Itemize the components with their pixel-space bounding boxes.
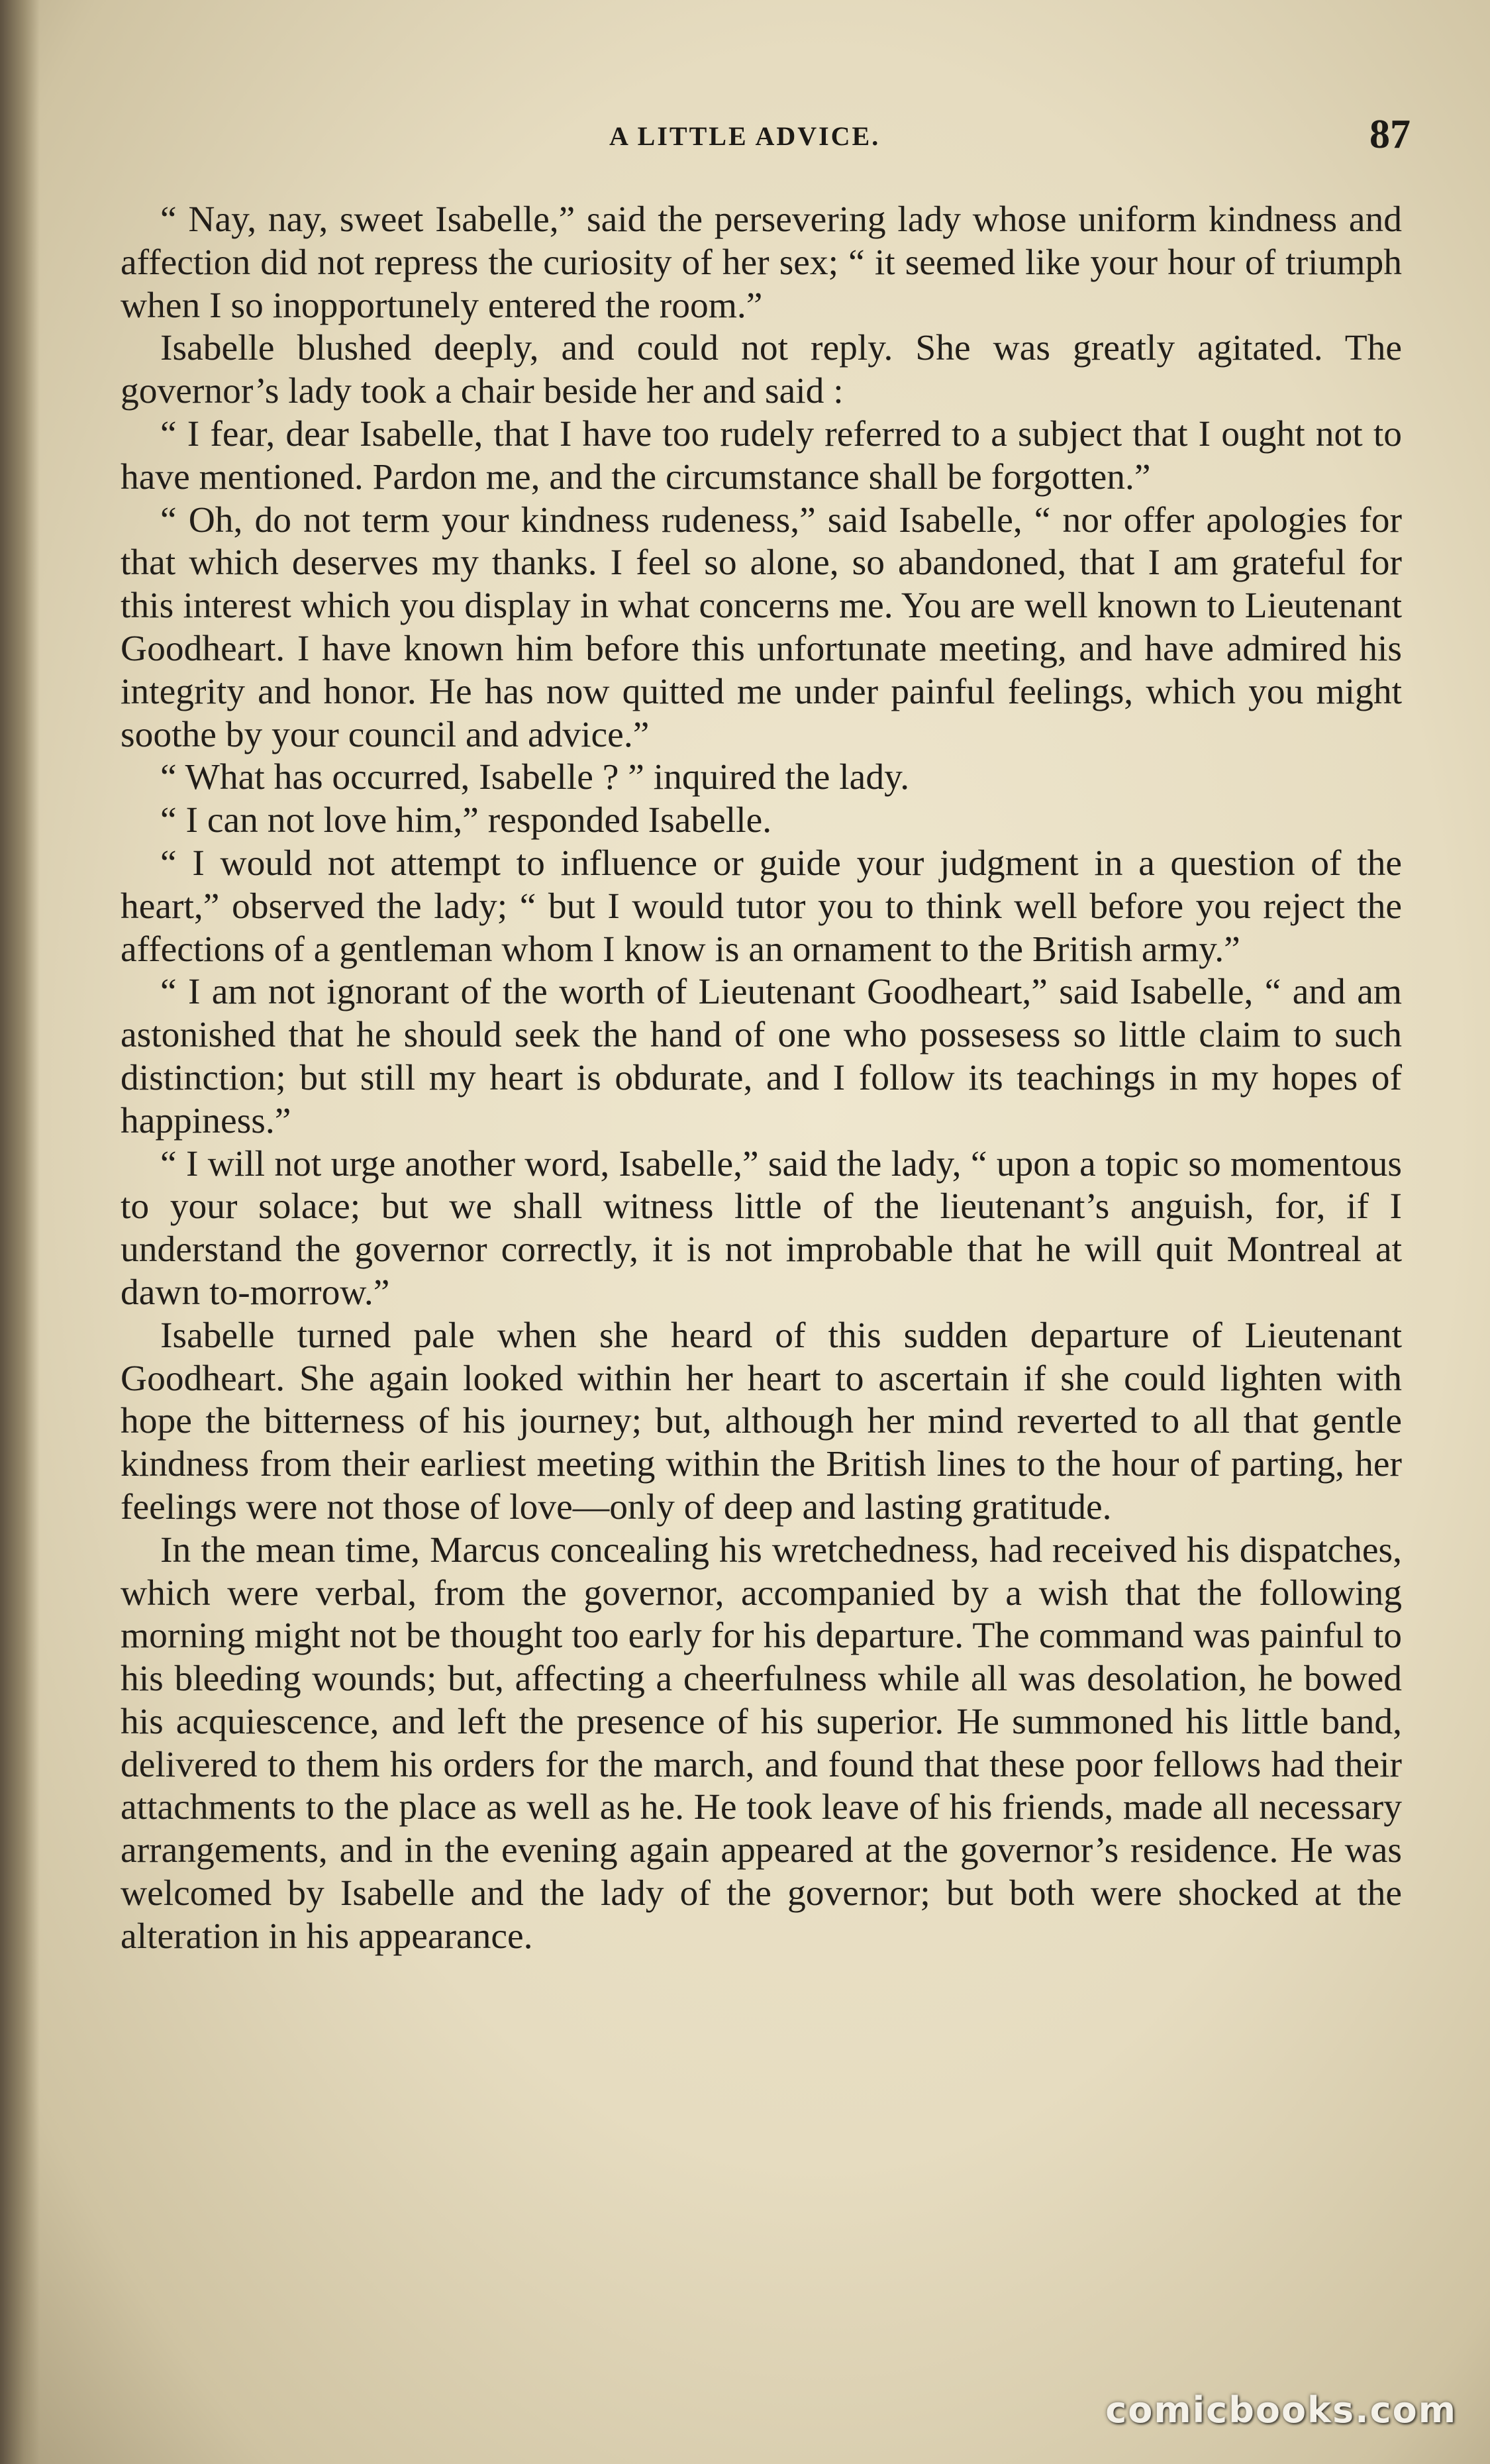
paragraph: “ I will not urge another word, Isabelle,” said the lady, “ upon a topic so momentous to your solace; but we shall witness little of the lieutenant’s anguish, for, if I understand the governor correctly, it is not improbable that he will quit Montreal at dawn to-morrow.”: [121, 1143, 1402, 1313]
running-title: A LITTLE ADVICE.: [609, 121, 881, 151]
body-text: [121, 199, 1402, 1959]
paragraph: “ I would not attempt to influence or guide your judgment in a question of the heart,” observed the lady; “ but I would tutor you to think well before you reject the affections of a gentleman whom I know is an ornament to the British army.”: [121, 843, 1402, 970]
paragraph: Isabelle turned pale when she heard of this sudden departure of Lieutenant Goodheart. She again looked within her heart to ascertain if she could lighten with hope the bitterness of his journey; but, although her mind reverted to all that gentle kindness from their earliest meeting within the British lines to the hour of parting, her feelings were not those of love—only of deep and lasting gratitude.: [121, 1315, 1402, 1527]
paragraph: “ I fear, dear Isabelle, that I have too rudely referred to a subject that I ought not to have mentioned. Pardon me, and the circumstance shall be forgotten.”: [121, 413, 1402, 497]
paragraph: “ Nay, nay, sweet Isabelle,” said the persevering lady whose uniform kindness and affection did not repress the curiosity of her sex; “ it seemed like your hour of triumph when I so inopportunely entered the room.”: [121, 199, 1402, 326]
paragraph: “ Oh, do not term your kindness rudeness,” said Isabelle, “ nor offer apologies for that which deserves my thanks. I feel so alone, so abandoned, that I am grateful for this interest which you display in what concerns me. You are well known to Lieutenant Goodheart. I have known him before this unfortunate meeting, and have admired his integrity and honor. He has now quitted me under painful feelings, which you might soothe by your council and advice.”: [121, 499, 1402, 755]
paragraph: In the mean time, Marcus concealing his wretchedness, had received his dispatches, which were verbal, from the governor, accompanied by a wish that the following morning might not be thought too early for his departure. The command was painful to his bleeding wounds; but, affecting a cheerfulness while all was desolation, he bowed his acquiescence, and left the presence of his superior. He summoned his little band, delivered to them his orders for the march, and found that these poor fellows had their attachments to the place as well as he. He took leave of his friends, made all necessary arrangements, and in the evening again appeared at the governor’s residence. He was welcomed by Isabelle and the lady of the governor; but both were shocked at the alteration in his appearance.: [121, 1529, 1402, 1957]
watermark: comicbooks.com: [1105, 2389, 1457, 2431]
page-number: 87: [1369, 112, 1411, 157]
paragraph: Isabelle blushed deeply, and could not reply. She was greatly agitated. The governor’s lady took a chair beside her and said :: [121, 328, 1402, 412]
paragraph: “ What has occurred, Isabelle ? ” inquired the lady.: [160, 757, 910, 798]
page-header: [132, 111, 1411, 164]
paragraph: “ I can not love him,” responded Isabelle.: [160, 800, 772, 841]
paragraph: “ I am not ignorant of the worth of Lieutenant Goodheart,” said Isabelle, “ and am astonished that he should seek the hand of one who possesess so little claim to such distinction; but still my heart is obdurate, and I follow its teachings in my hopes of happiness.”: [121, 972, 1402, 1141]
